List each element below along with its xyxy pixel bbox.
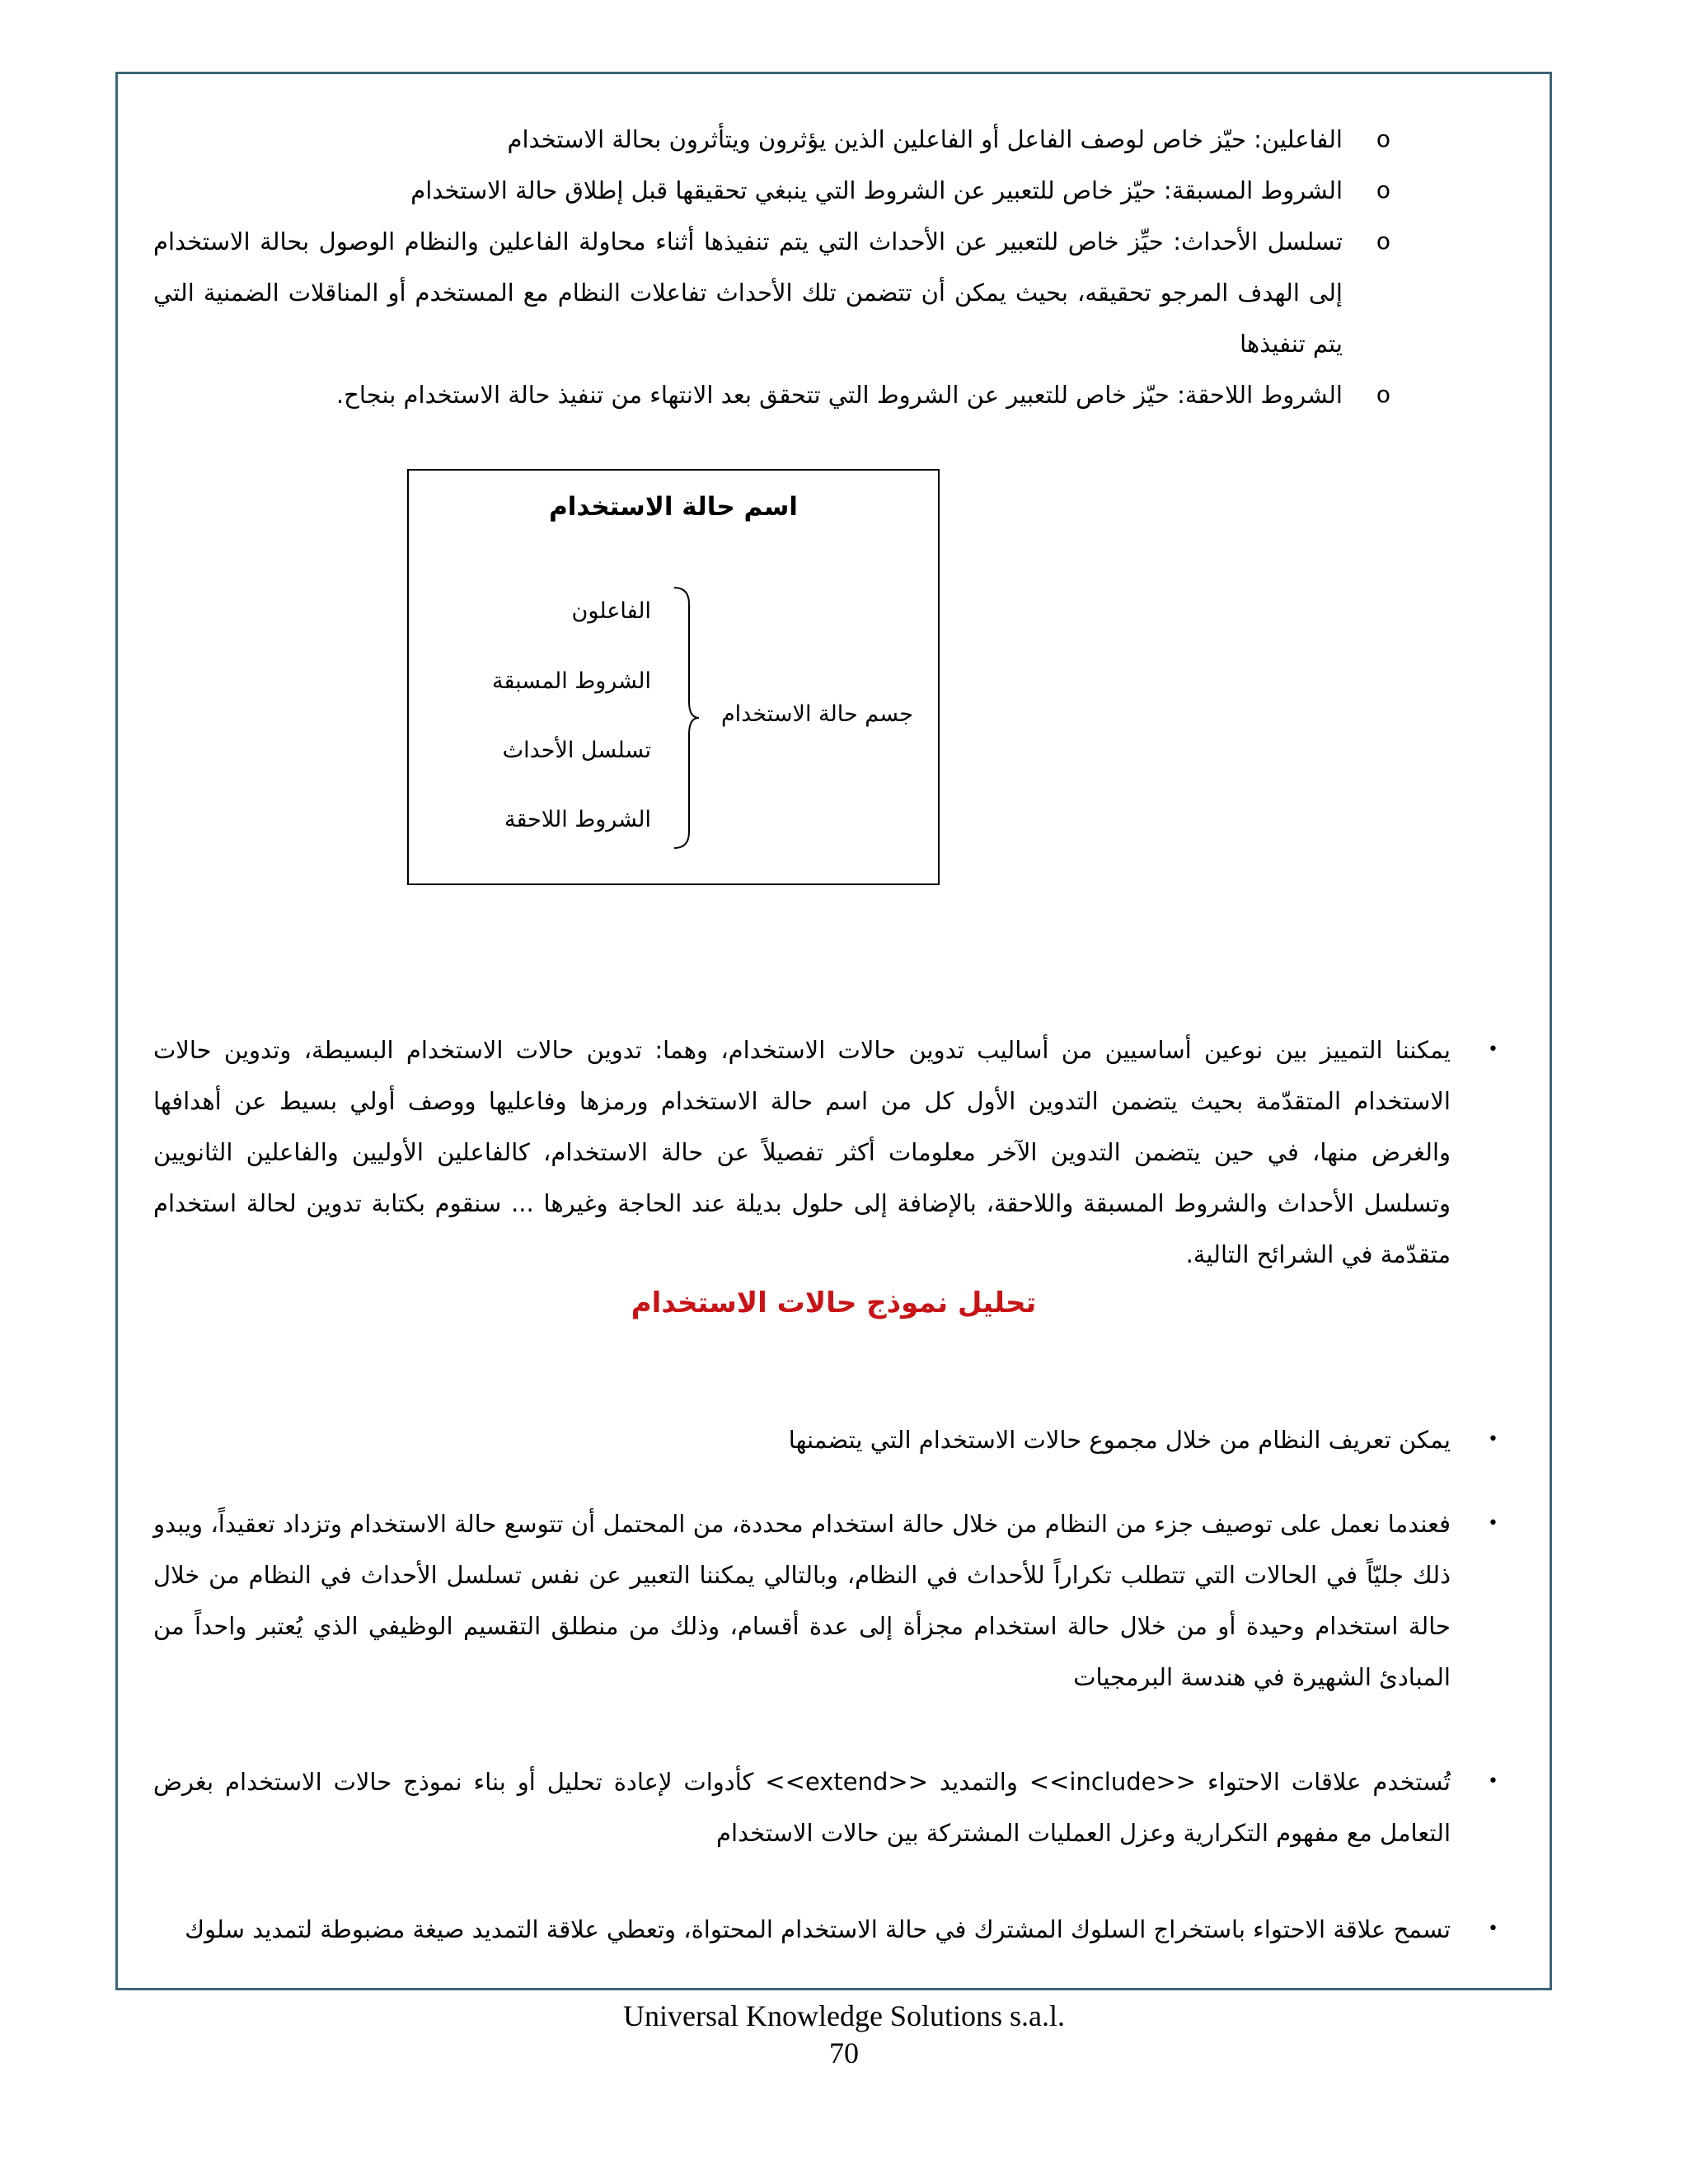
list-item-text: تسلسل الأحداث: حيِّز خاص للتعبير عن الأحداث التي يتم تنفيذها أثناء محاولة الفاعلين والنظام الوصول بحالة الاستخدام إلى الهدف المرجو تحقيقه، بحيث يمكن أن تتضمن تلك الأحداث تفاعلات النظام مع المستخدم أو المناقلات الضمنية التي يتم تنفيذها xyxy=(153,227,1343,358)
list-item-text: الشروط المسبقة: حيّز خاص للتعبير عن الشروط التي ينبغي تحقيقها قبل إطلاق حالة الاستخدام xyxy=(410,176,1343,204)
paragraph-include-extend xyxy=(153,1756,1498,1858)
paragraph-notation-styles xyxy=(153,1024,1498,1280)
diagram-part-event-flow: تسلسل الأحداث xyxy=(502,738,651,763)
diagram-body-label: جسم حالة الاستخدام xyxy=(720,701,913,727)
section-heading: تحليل نموذج حالات الاستخدام xyxy=(631,1286,1037,1319)
diagram-part-preconditions: الشروط المسبقة xyxy=(491,668,651,694)
footer-page-number: 70 xyxy=(829,2036,859,2069)
paragraph-text: تسمح علاقة الاحتواء باستخراج السلوك المشترك في حالة الاستخدام المحتواة، وتعطي علاقة التمديد صيغة مضبوطة لتمديد سلوك xyxy=(185,1915,1451,1943)
paragraph-text: تُستخدم علاقات الاحتواء <<include>> والتمديد <<extend>> كأدوات لإعادة تحليل أو بناء نموذج حالات الاستخدام بغرض التعامل مع مفهوم التكرارية وعزل العمليات المشتركة بين حالات الاستخدام xyxy=(153,1768,1451,1847)
circle-bullet-icon: o xyxy=(1376,227,1390,255)
dot-bullet-icon: • xyxy=(1488,1429,1498,1450)
use-case-sections-list xyxy=(153,114,1390,420)
use-case-diagram xyxy=(407,469,940,885)
diagram-title: اسم حالة الاستخدام xyxy=(549,492,798,522)
paragraph-include-relation xyxy=(153,1904,1498,1955)
diagram-part-actors: الفاعلون xyxy=(571,598,651,624)
circle-bullet-icon: o xyxy=(1376,176,1390,204)
circle-bullet-icon: o xyxy=(1376,125,1390,152)
footer-company: Universal Knowledge Solutions s.a.l. xyxy=(623,1999,1065,2032)
circle-bullet-icon: o xyxy=(1376,381,1390,408)
paragraph-text: يمكننا التمييز بين نوعين أساسيين من أساليب تدوين حالات الاستخدام، وهما: تدوين حالات الاستخدام البسيطة، وتدوين حالات الاستخدام المتقدّمة بحيث يتضمن التدوين الأول كل من اسم حالة الاستخدام ورمزها وفاعليها ووصف أولي بسيط عن أهدافها والغرض منها، في حين يتضمن التدوين الآخر معلومات أكثر تفصيلاً عن حالة الاستخدام، كالفاعلين الأوليين والفاعلين الثانويين وتسلسل الأحداث والشروط المسبقة واللاحقة، بالإضافة إلى حلول بديلة عند الحاجة وغيرها ... سنقوم بكتابة تدوين لحالة استخدام متقدّمة في الشرائح التالية. xyxy=(153,1036,1451,1268)
paragraph-text: يمكن تعريف النظام من خلال مجموع حالات الاستخدام التي يتضمنها xyxy=(788,1426,1451,1454)
diagram-part-postconditions: الشروط اللاحقة xyxy=(504,807,651,832)
list-item xyxy=(153,369,1390,420)
dot-bullet-icon: • xyxy=(1488,1919,1498,1939)
list-item-text: الفاعلين: حيّز خاص لوصف الفاعل أو الفاعلين الذين يؤثرون ويتأثرون بحالة الاستخدام xyxy=(507,125,1343,153)
dot-bullet-icon: • xyxy=(1488,1771,1498,1792)
dot-bullet-icon: • xyxy=(1488,1039,1498,1060)
list-item xyxy=(153,114,1390,165)
curly-brace-icon xyxy=(671,586,704,850)
paragraph-functional-decomposition xyxy=(153,1498,1498,1703)
list-item-text: الشروط اللاحقة: حيّز خاص للتعبير عن الشروط التي تتحقق بعد الانتهاء من تنفيذ حالة الاستخدام بنجاح. xyxy=(335,381,1343,409)
paragraph-system-definition xyxy=(153,1414,1498,1465)
list-item xyxy=(153,216,1390,369)
paragraph-text: فعندما نعمل على توصيف جزء من النظام من خلال حالة استخدام محددة، من المحتمل أن تتوسع حالة الاستخدام وتزداد تعقيداً، ويبدو ذلك جليّاً في الحالات التي تتطلب تكراراً للأحداث في النظام، وبالتالي يمكننا التعبير عن نفس تسلسل الأحداث في النظام من خلال حالة استخدام وحيدة أو من خلال حالة استخدام مجزأة إلى عدة أقسام، وذلك من منطلق التقسيم الوظيفي الذي يُعتبر واحداً من المبادئ الشهيرة في هندسة البرمجيات xyxy=(153,1510,1451,1691)
dot-bullet-icon: • xyxy=(1488,1513,1498,1534)
list-item xyxy=(153,165,1390,216)
